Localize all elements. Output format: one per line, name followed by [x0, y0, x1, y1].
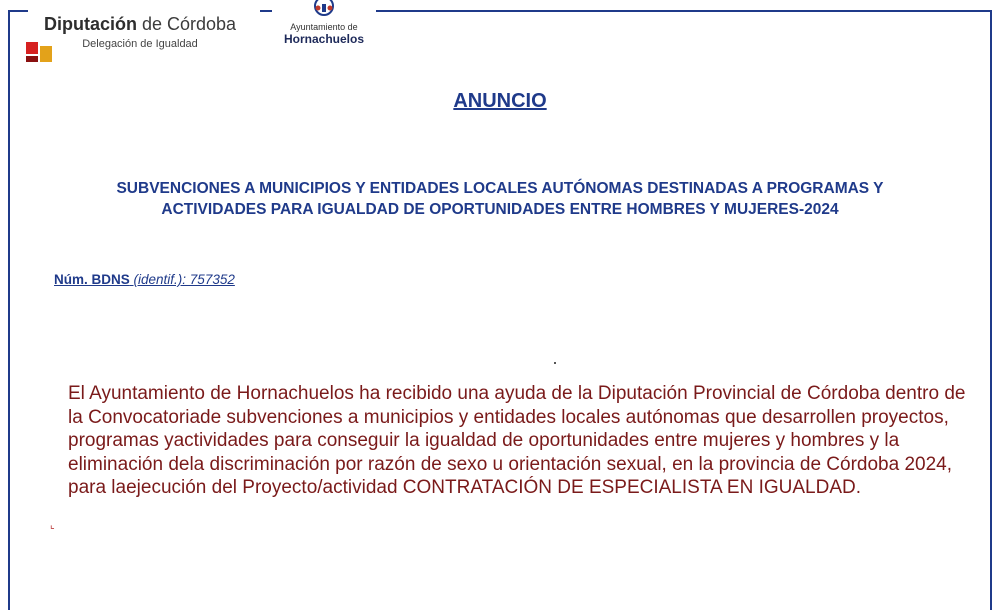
announcement-body: El Ayuntamiento de Hornachuelos ha recibido una ayuda de la Diputación Provincial de Córdoba dentro de la Convocatoriade subvenciones a municipios y entidades locales autónomas que desarrollen proyectos, programas yactividades para conseguir la igualdad de oportunidades entre mujeres y hombres y la eliminación dela discriminación por razón de sexo u orientación sexual, en la provincia de Córdoba 2024, para laejecución del Proyecto/actividad CONTRATACIÓN DE ESPECIALISTA EN IGUALDAD. [68, 383, 966, 499]
diputacion-title-rest: de Córdoba [141, 14, 237, 34]
ayuntamiento-logo [272, 0, 376, 54]
bdns-label: Núm. BDNS [54, 272, 130, 287]
stray-dot [554, 362, 556, 364]
diputacion-subtitle: Delegación de Igualdad [82, 38, 198, 50]
ayuntamiento-label: Ayuntamiento de [290, 22, 358, 32]
diputacion-title-bold: Diputación [43, 14, 137, 34]
bdns-identifier: (identif.): 757352 [133, 272, 235, 287]
bdns-reference[interactable] [54, 272, 235, 287]
page-title: ANUNCIO [453, 90, 547, 112]
bullet-mark-icon: ⌞ [50, 520, 55, 531]
diputacion-logo [28, 0, 260, 56]
announcement-subtitle: SUBVENCIONES A MUNICIPIOS Y ENTIDADES LOCALES AUTÓNOMAS DESTINADAS A PROGRAMAS Y ACTIVIDADES PARA IGUALDAD DE OPORTUNIDADES ENTRE HOMBRES Y MUJERES-2024 [116, 180, 884, 218]
ayuntamiento-name: Hornachuelos [283, 32, 364, 46]
ayuntamiento-crest-icon [304, 0, 344, 18]
diputacion-title [40, 14, 240, 35]
